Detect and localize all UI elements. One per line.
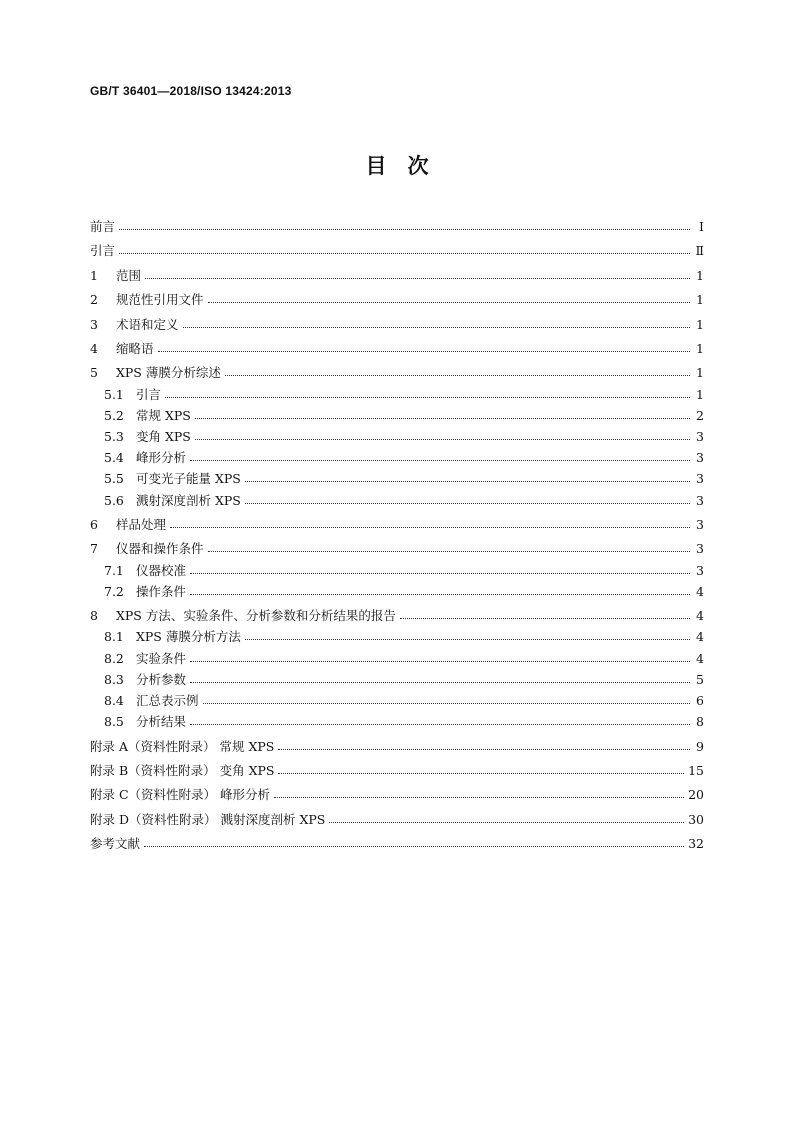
toc-entry-page-number: 9 [696, 738, 704, 754]
toc-entry-page-number: Ⅱ [695, 243, 704, 259]
dot-leader [119, 252, 690, 254]
toc-entry-text: 样品处理 [116, 517, 167, 532]
toc-entry-label [104, 692, 199, 710]
toc-entry-page-number: 1 [696, 341, 704, 356]
dot-leader [245, 638, 690, 640]
toc-entry-number: 5.2 [104, 407, 124, 423]
toc-entry-number: 7 [90, 541, 98, 557]
toc-entry-label [104, 492, 241, 510]
toc-entry-label [90, 267, 141, 285]
toc-entry-number: 5.4 [104, 450, 124, 466]
toc-entry-number: 7.1 [104, 562, 124, 578]
dot-leader [190, 660, 690, 662]
toc-entry[interactable] [90, 811, 704, 829]
toc-entry-text: 峰形分析 [136, 450, 187, 466]
toc-entry-page-number: 1 [696, 365, 704, 381]
toc-entry[interactable] [90, 340, 704, 358]
toc-entry-label [104, 713, 186, 731]
toc-entry-text: 分析结果 [136, 714, 187, 730]
toc-entry-page-number: 4 [696, 583, 704, 599]
dot-leader [165, 396, 690, 398]
dot-leader [190, 572, 690, 574]
dot-leader [195, 438, 690, 440]
toc-entry-page-number: 3 [696, 541, 704, 557]
toc-entry-text: 引言 [90, 243, 116, 259]
toc-entry[interactable] [104, 562, 704, 580]
toc-entry-text: 操作条件 [136, 583, 187, 599]
toc-entry[interactable] [90, 267, 704, 285]
toc-entry-label [90, 218, 115, 236]
toc-entry-page-number: 1 [696, 267, 704, 283]
toc-entry-number: 6 [90, 517, 98, 532]
toc-entry-page-number: 15 [688, 763, 704, 778]
toc-entry-number: 5.3 [104, 429, 124, 444]
toc-entry-page-number: Ⅰ [699, 219, 704, 234]
toc-entry[interactable] [90, 786, 704, 804]
toc-entry-text: 附录 D（资料性附录） 溅射深度剖析 XPS [90, 811, 326, 827]
toc-entry[interactable] [104, 449, 704, 467]
toc-entry-label [104, 562, 186, 580]
standard-number: GB/T 36401—2018/ISO 13424:2013 [90, 84, 292, 98]
toc-entry-label [90, 762, 274, 780]
toc-entry-label [90, 835, 140, 853]
toc-entry-text: 引言 [136, 386, 162, 402]
toc-entry-label [104, 386, 161, 404]
toc-entry-text: 变角 XPS [136, 429, 191, 444]
toc-entry[interactable] [104, 671, 704, 689]
toc-entry-number: 5.1 [104, 386, 124, 402]
toc-entry-page-number: 3 [696, 450, 704, 466]
dot-leader [208, 550, 690, 552]
toc-entry[interactable] [104, 628, 704, 646]
toc-entry-text: 术语和定义 [116, 316, 179, 332]
toc-entry-page-number: 3 [696, 492, 704, 508]
toc-entry-label [90, 738, 274, 756]
toc-entry-text: 汇总表示例 [136, 693, 199, 708]
toc-entry[interactable] [104, 386, 704, 404]
toc-entry[interactable] [90, 218, 704, 236]
toc-entry-label [104, 449, 186, 467]
toc-entry-page-number: 1 [696, 292, 704, 308]
dot-leader [190, 681, 690, 683]
toc-entry-label [90, 516, 166, 534]
toc-entry[interactable] [90, 540, 704, 558]
dot-leader [278, 772, 684, 774]
toc-entry-number: 3 [90, 316, 98, 332]
toc-entry[interactable] [104, 470, 704, 488]
dot-leader [144, 845, 684, 847]
toc-entry[interactable] [90, 762, 704, 780]
toc-entry-label [90, 786, 270, 804]
toc-entry-text: 前言 [90, 219, 116, 234]
toc-entry[interactable] [90, 316, 704, 334]
toc-entry-number: 7.2 [104, 583, 124, 599]
toc-entry-text: 溅射深度剖析 XPS [136, 492, 241, 508]
toc-entry-label [90, 242, 115, 260]
toc-entry-text: 范围 [116, 267, 142, 283]
toc-entry[interactable] [90, 516, 704, 534]
dot-leader [195, 417, 690, 419]
toc-entry-number: 8 [90, 608, 98, 624]
toc-entry-text: 缩略语 [116, 341, 154, 356]
dot-leader [158, 350, 690, 352]
toc-entry-label [90, 811, 325, 829]
toc-entry-number: 5.6 [104, 492, 124, 508]
dot-leader [278, 748, 690, 750]
toc-entry-label [104, 470, 241, 488]
toc-entry-number: 4 [90, 341, 98, 356]
dot-leader [119, 228, 690, 230]
toc-entry-text: 常规 XPS [136, 407, 191, 423]
toc-entry-page-number: 4 [696, 629, 704, 645]
toc-entry[interactable] [90, 242, 704, 260]
toc-entry-number: 8.1 [104, 629, 124, 645]
toc-entry-label [104, 650, 186, 668]
toc-entry-page-number: 8 [696, 714, 704, 730]
dot-leader [183, 326, 690, 328]
toc-entry-label [90, 291, 204, 309]
dot-leader [274, 796, 684, 798]
toc-entry-page-number: 32 [688, 836, 704, 852]
toc-entry-label [90, 340, 154, 358]
toc-entry[interactable] [104, 428, 704, 446]
dot-leader [145, 277, 690, 279]
toc-entry-text: 分析参数 [136, 671, 187, 687]
page-title: 目 次 [365, 153, 429, 178]
dot-leader [190, 723, 690, 725]
dot-leader [245, 480, 690, 482]
toc-entry-label [90, 316, 179, 334]
toc-entry-label [104, 407, 191, 425]
toc-entry-page-number: 6 [696, 693, 704, 708]
toc-entry[interactable] [104, 692, 704, 710]
toc-entry-page-number: 1 [696, 386, 704, 402]
toc-entry-page-number: 3 [696, 562, 704, 578]
toc-entry-text: XPS 薄膜分析方法 [136, 629, 241, 645]
toc-entry-text: 附录 A（资料性附录） 常规 XPS [90, 738, 275, 754]
toc-entry-text: 规范性引用文件 [116, 292, 204, 308]
toc-entry-page-number: 4 [696, 650, 704, 666]
toc-entry-number: 5.5 [104, 471, 124, 487]
toc-entry-text: 仪器校准 [136, 562, 187, 578]
toc-entry-label [104, 428, 191, 446]
toc-entry[interactable] [104, 650, 704, 668]
toc-entry-text: 附录 B（资料性附录） 变角 XPS [90, 763, 275, 778]
toc-entry-label [90, 540, 204, 558]
toc-entry-label [90, 607, 396, 625]
toc-entry-page-number: 30 [688, 811, 704, 827]
toc-entry[interactable] [90, 738, 704, 756]
toc-entry-number: 8.4 [104, 693, 124, 708]
dot-leader [400, 617, 690, 619]
toc-entry-number: 1 [90, 267, 98, 283]
toc-entry-page-number: 1 [696, 316, 704, 332]
toc-entry-number: 8.3 [104, 671, 124, 687]
toc-entry-text: 可变光子能量 XPS [136, 471, 241, 487]
toc-entry-text: XPS 方法、实验条件、分析参数和分析结果的报告 [116, 608, 396, 624]
toc-entry[interactable] [104, 583, 704, 601]
dot-leader [225, 374, 690, 376]
toc-entry-page-number: 20 [688, 787, 704, 803]
dot-leader [170, 526, 690, 528]
toc-entry-label [104, 671, 186, 689]
toc-entry[interactable] [90, 364, 704, 382]
toc-entry-page-number: 5 [696, 671, 704, 687]
toc-entry-page-number: 4 [696, 608, 704, 624]
toc-entry-label [90, 364, 221, 382]
toc-entry-number: 8.2 [104, 650, 124, 666]
toc-entry[interactable] [90, 835, 704, 853]
toc-entry-text: 实验条件 [136, 650, 187, 666]
toc-entry-text: 仪器和操作条件 [116, 541, 204, 557]
toc-entry[interactable] [90, 607, 704, 625]
dot-leader [190, 459, 690, 461]
toc-entry-text: 参考文献 [90, 836, 141, 852]
toc-entry-label [104, 583, 186, 601]
toc-entry[interactable] [104, 492, 704, 510]
toc-entry[interactable] [104, 713, 704, 731]
toc-entry-text: XPS 薄膜分析综述 [116, 365, 221, 381]
toc-entry-number: 8.5 [104, 714, 124, 730]
toc-entry-page-number: 2 [696, 407, 704, 423]
dot-leader [329, 821, 684, 823]
toc-entry[interactable] [90, 291, 704, 309]
dot-leader [203, 702, 690, 704]
dot-leader [245, 502, 690, 504]
toc-entry-text: 附录 C（资料性附录） 峰形分析 [90, 787, 271, 803]
toc-entry-page-number: 3 [696, 471, 704, 487]
dot-leader [208, 301, 690, 303]
dot-leader [190, 593, 690, 595]
toc-entry[interactable] [104, 407, 704, 425]
toc-entry-page-number: 3 [696, 517, 704, 532]
toc-entry-number: 5 [90, 365, 98, 381]
toc-entry-page-number: 3 [696, 429, 704, 444]
toc-entry-label [104, 628, 241, 646]
toc-entry-number: 2 [90, 292, 98, 308]
